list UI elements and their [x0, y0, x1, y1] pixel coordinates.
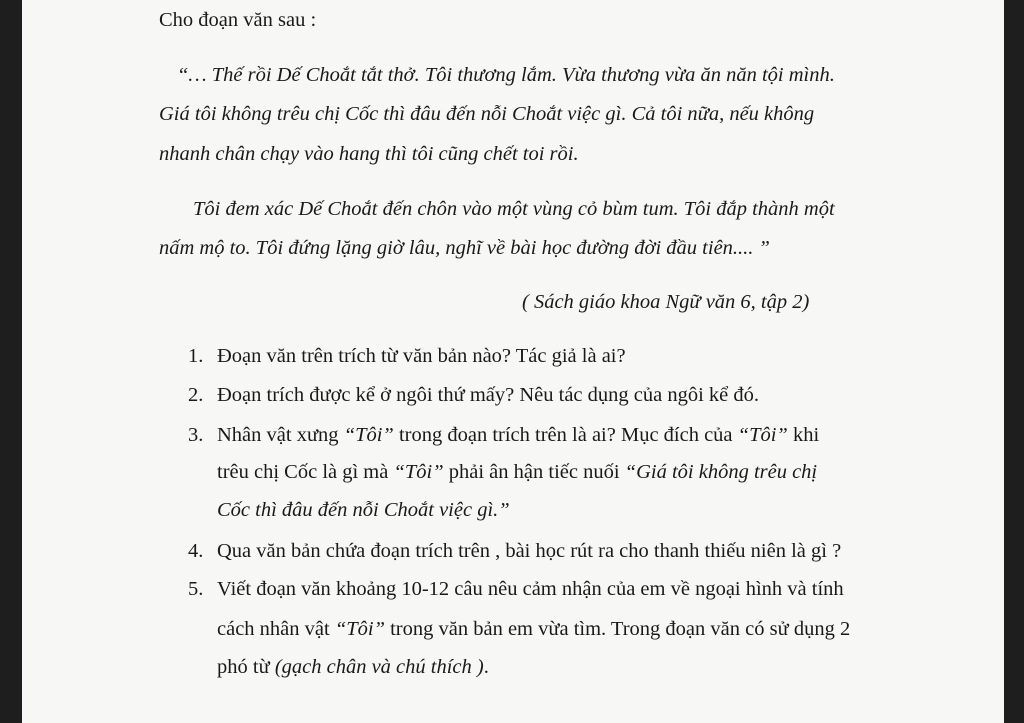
question-5-line-2: cách nhân vật “Tôi” trong văn bản em vừa tìm. Trong đoạn văn có sử dụng 2 [217, 618, 851, 640]
question-3-line-1: Nhân vật xưng “Tôi” trong đoạn trích trên là ai? Mục đích của “Tôi” khi [217, 424, 820, 446]
document-page [22, 0, 1004, 723]
question-number: 5. [188, 578, 204, 600]
question-number: 2. [188, 384, 204, 406]
question-number: 3. [188, 424, 204, 446]
heading: Cho đoạn văn sau : [159, 9, 317, 31]
passage-line-4: Tôi đem xác Dế Choắt đến chôn vào một vùng cỏ bùm tum. Tôi đắp thành một [193, 198, 835, 220]
passage-line-5: nấm mộ to. Tôi đứng lặng giờ lâu, nghĩ về bài học đường đời đầu tiên.... ” [159, 237, 770, 259]
question-number: 4. [188, 540, 204, 562]
passage-line-3: nhanh chân chạy vào hang thì tôi cũng chết toi rồi. [159, 143, 579, 165]
question-number: 1. [188, 345, 204, 367]
question-3-line-2: trêu chị Cốc là gì mà “Tôi” phải ân hận tiếc nuối “Giá tôi không trêu chị [217, 461, 818, 483]
question-5-line-3: phó từ (gạch chân và chú thích ). [217, 656, 489, 678]
question-2-text: Đoạn trích được kể ở ngôi thứ mấy? Nêu tác dụng của ngôi kể đó. [217, 384, 760, 406]
passage-line-1: “… Thế rồi Dế Choắt tắt thở. Tôi thương lắm. Vừa thương vừa ăn năn tội mình. [177, 64, 835, 86]
passage-line-2: Giá tôi không trêu chị Cốc thì đâu đến nỗi Choắt việc gì. Cả tôi nữa, nếu không [159, 103, 815, 125]
question-5-line-1: Viết đoạn văn khoảng 10-12 câu nêu cảm nhận của em về ngoại hình và tính [217, 578, 844, 600]
question-4-text: Qua văn bản chứa đoạn trích trên , bài học rút ra cho thanh thiếu niên là gì ? [217, 540, 842, 562]
question-3-line-3: Cốc thì đâu đến nỗi Choắt việc gì.” [217, 499, 510, 521]
source-citation: ( Sách giáo khoa Ngữ văn 6, tập 2) [522, 291, 810, 313]
question-1-text: Đoạn văn trên trích từ văn bản nào? Tác giả là ai? [217, 345, 626, 367]
